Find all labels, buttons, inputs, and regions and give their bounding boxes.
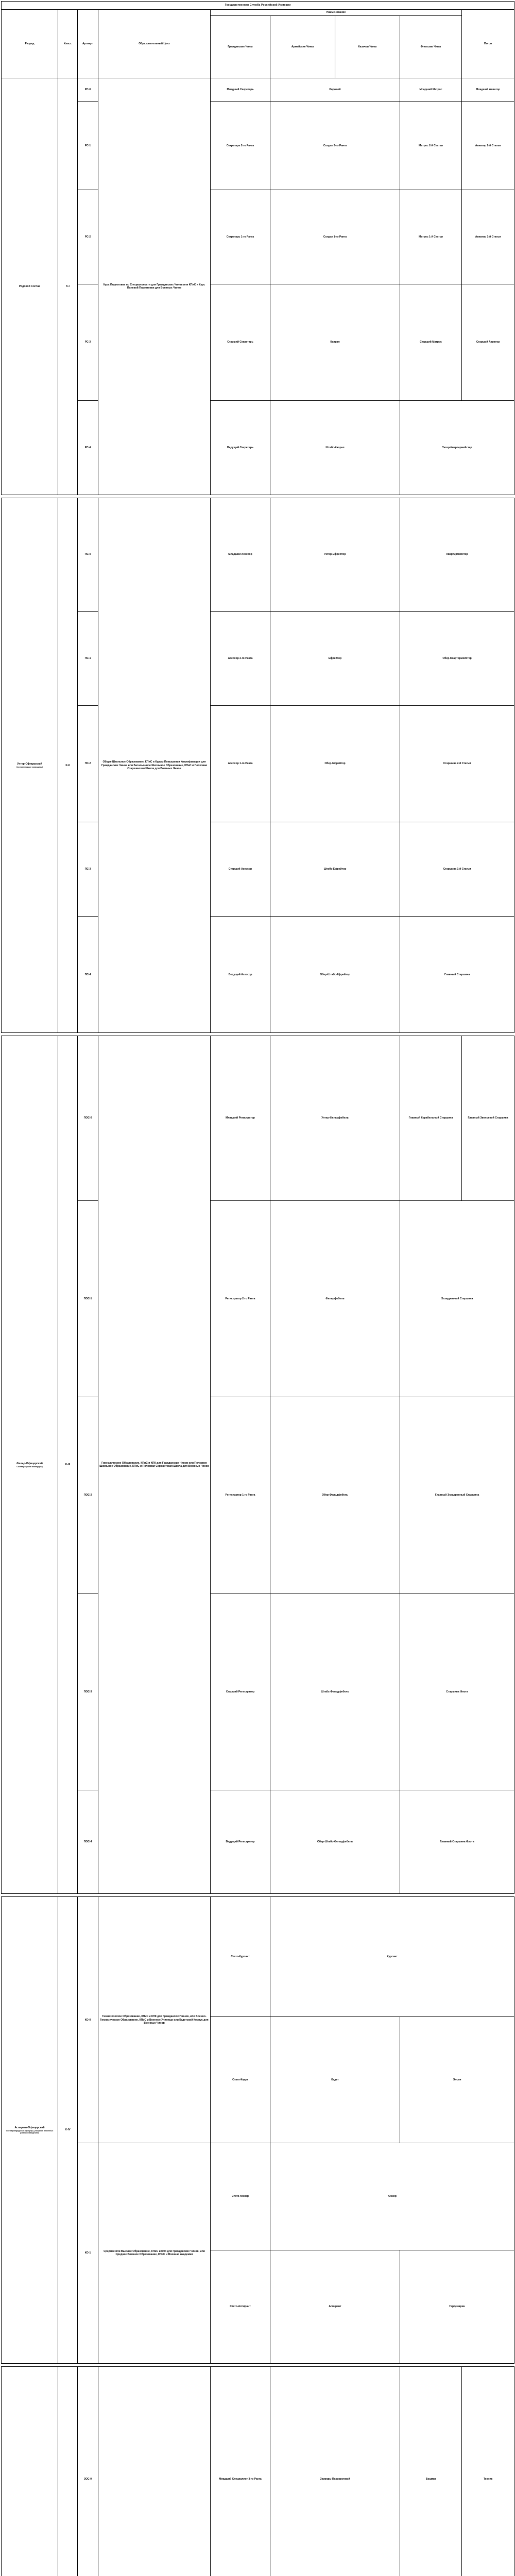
table-body	[2, 78, 514, 2576]
army-rank-cell: Обер-Ефрейтор	[270, 705, 400, 822]
education-cell: Гимназическое Образование, КПиС и КПК для Гражданских Чинов или Полковое Школьное Образование, КПиС и Полковая Сержантская Школа для Военных Чинов	[98, 1036, 211, 1894]
artikul-cell: РС-0	[78, 78, 98, 101]
army-rank-cell: Аспирант	[270, 2250, 400, 2363]
army-rank-cell: Ефрейтор	[270, 611, 400, 705]
razryad-subtitle: Состав(младшие командиры)	[16, 766, 43, 769]
army-rank-cell: Фельдфебель	[270, 1200, 400, 1397]
table-row	[2, 1036, 514, 1200]
civil-rank-cell: Младший Асессор	[211, 498, 270, 611]
razryad-cell	[2, 2366, 58, 2576]
rank-table	[1, 1, 514, 2576]
razryad-title: Рядовой Состав	[19, 284, 41, 288]
artikul-cell: ПС-0	[78, 498, 98, 611]
civil-rank-cell: Регистратор 1-го Ранга	[211, 1397, 270, 1594]
fleet-rank-cell: Главный Старшина Флота	[400, 1790, 514, 1894]
civil-rank-cell: Стато-Курсант	[211, 1897, 270, 2017]
army-rank-cell: Штабс-Ефрейтор	[270, 822, 400, 917]
army-rank-cell: Курсант	[270, 1897, 514, 2017]
army-rank-cell: Капрал	[270, 284, 400, 400]
air-rank-cell: Главный Звеньевой Старшина	[462, 1036, 514, 1200]
table-row	[2, 102, 514, 190]
artikul-cell: РС-4	[78, 400, 98, 495]
table-row	[2, 705, 514, 822]
table-row	[2, 400, 514, 495]
artikul-cell: ПС-2	[78, 705, 98, 822]
header-civil-ranks: Гражданские Чины	[211, 16, 270, 78]
razryad-subtitle: Состав(старшие командиры)	[16, 1465, 43, 1468]
civil-rank-cell: Старший Секретарь	[211, 284, 270, 400]
education-cell: Общее Школьное Образование, КПиС и Курсы Повышения Квалификации для Гражданских Чинов или Батальонное Школьное Образование, КПиС и Полковая Старшинская Школа для Военных Чинов	[98, 498, 211, 1033]
fleet-rank-cell: Энсин	[400, 2016, 514, 2143]
civil-rank-cell: Асессор 2-го Ранга	[211, 611, 270, 705]
table-row	[2, 611, 514, 705]
civil-rank-cell: Секретарь 2-го Ранга	[211, 102, 270, 190]
header-army-ranks: Армейские Чины	[270, 16, 335, 78]
civil-rank-cell: Секретарь 1-го Ранга	[211, 190, 270, 284]
table-row	[2, 498, 514, 611]
artikul-cell: КО-1	[78, 2143, 98, 2363]
razryad-cell	[2, 1897, 58, 2363]
fleet-rank-cell: Обер-Квартирмейстер	[400, 611, 514, 705]
education-cell: Курс Подготовки по Специальности для Гражданских Чинов или КПиС и Курс Полевой Подготовки для Военных Чинов	[98, 78, 211, 495]
air-rank-cell: Техник	[462, 2366, 514, 2576]
army-rank-cell: Солдат 1-го Ранга	[270, 190, 400, 284]
razryad-cell	[2, 498, 58, 1033]
air-rank-cell: Авиатор 1-й Статьи	[462, 190, 514, 284]
table-row	[2, 2366, 514, 2576]
artikul-cell: ПС-1	[78, 611, 98, 705]
fleet-rank-cell: Главный Корабельный Старшина	[400, 1036, 462, 1200]
razryad-subtitle: Состав(кандидаты в офицеры, учащиеся в военных учебных заведениях)	[6, 2129, 54, 2134]
table-row	[2, 2143, 514, 2250]
razryad-title: Аспирант-Офицерский	[14, 2126, 45, 2129]
air-rank-cell: Авиатор 2-й Статьи	[462, 102, 514, 190]
civil-rank-cell: Стато-Аспирант	[211, 2250, 270, 2363]
header-fleet-ranks: Флотские Чины	[400, 16, 462, 78]
table-row	[2, 284, 514, 400]
header-education: Образовательный Ценз	[98, 10, 211, 78]
table-row	[2, 822, 514, 917]
artikul-cell: РС-1	[78, 102, 98, 190]
army-rank-cell: Солдат 2-го Ранга	[270, 102, 400, 190]
klass-cell: K-II	[58, 498, 78, 1033]
army-rank-cell: Штабс-Капрал	[270, 400, 400, 495]
fleet-rank-cell: Гардемарин	[400, 2250, 514, 2363]
header-artikul: Артикул	[78, 10, 98, 78]
civil-rank-cell: Регистратор 2-го Ранга	[211, 1200, 270, 1397]
razryad-title: Фельд-Офицерский	[16, 1462, 43, 1465]
artikul-cell: ПОС-3	[78, 1594, 98, 1790]
artikul-cell: ПОС-1	[78, 1200, 98, 1397]
civil-rank-cell: Младший Секретарь	[211, 78, 270, 101]
fleet-rank-cell: Матрос 2-й Статьи	[400, 102, 462, 190]
table-row	[2, 1397, 514, 1594]
civil-rank-cell: Стато-Юнкер	[211, 2143, 270, 2250]
klass-cell: K-IV	[58, 1897, 78, 2363]
fleet-rank-cell: Главный Старшина	[400, 917, 514, 1033]
header-klass: Класс	[58, 10, 78, 78]
army-rank-cell: Юнкер	[270, 2143, 514, 2250]
air-rank-cell: Младший Авиатор	[462, 78, 514, 101]
army-rank-cell: Рядовой	[270, 78, 400, 101]
artikul-cell: ПОС-0	[78, 1036, 98, 1200]
army-rank-cell: Унтер-Ефрейтор	[270, 498, 400, 611]
civil-rank-cell: Младший Специалист 3-го Ранга	[211, 2366, 270, 2576]
rank-table-sheet	[0, 1, 515, 2481]
header-cossack-ranks: Казачьи Чины	[335, 16, 400, 78]
table-row	[2, 917, 514, 1033]
fleet-rank-cell: Унтер-Квартирмейстер	[400, 400, 514, 495]
army-rank-cell: Унтер-Фельдфебель	[270, 1036, 400, 1200]
artikul-cell: РС-3	[78, 284, 98, 400]
air-rank-cell: Старший Авиатор	[462, 284, 514, 400]
table-row	[2, 1200, 514, 1397]
civil-rank-cell: Ведущий Регистратор	[211, 1790, 270, 1894]
artikul-cell: РС-2	[78, 190, 98, 284]
civil-rank-cell: Старший Регистратор	[211, 1594, 270, 1790]
education-cell: Гимназическое Образование, КПиС и КПК для Гражданских Чинов, или Военно-Гимназическое Образование, КПиС и Военное Училище или Кадетский Корпус для Военных Чинов	[98, 1897, 211, 2143]
artikul-cell: ПС-4	[78, 917, 98, 1033]
army-rank-cell: Обер-Фельдфебель	[270, 1397, 400, 1594]
artikul-cell: ЗОС-0	[78, 2366, 98, 2576]
fleet-rank-cell: Квартирмейстер	[400, 498, 514, 611]
klass-cell	[58, 2366, 78, 2576]
education-cell	[98, 2366, 211, 2576]
header-razryad: Разряд	[2, 10, 58, 78]
artikul-cell: КО-0	[78, 1897, 98, 2143]
artikul-cell: ПОС-2	[78, 1397, 98, 1594]
header-pogon: Погон	[462, 10, 514, 78]
table-header	[2, 2, 514, 78]
table-row	[2, 78, 514, 101]
header-naimenovaniya: Наименование	[211, 10, 462, 16]
army-rank-cell: Обер-Штабс-Ефрейтор	[270, 917, 400, 1033]
army-rank-cell: Заурядъ-Подхорунжий	[270, 2366, 400, 2576]
fleet-rank-cell: Старшина 2-й Статьи	[400, 705, 514, 822]
army-rank-cell: Обер-Штабс-Фельдфебель	[270, 1790, 400, 1894]
civil-rank-cell: Асессор 1-го Ранга	[211, 705, 270, 822]
fleet-rank-cell: Главный Эскадренный Старшина	[400, 1397, 514, 1594]
army-rank-cell: Кадет	[270, 2016, 400, 2143]
army-rank-cell: Штабс-Фельдфебель	[270, 1594, 400, 1790]
civil-rank-cell: Стато-Кадет	[211, 2016, 270, 2143]
razryad-cell	[2, 78, 58, 495]
civil-rank-cell: Старший Асессор	[211, 822, 270, 917]
fleet-rank-cell: Матрос 1-й Статьи	[400, 190, 462, 284]
table-row	[2, 1897, 514, 2017]
fleet-rank-cell: Старшина Флота	[400, 1594, 514, 1790]
artikul-cell: ПОС-4	[78, 1790, 98, 1894]
artikul-cell: ПС-3	[78, 822, 98, 917]
table-row	[2, 190, 514, 284]
civil-rank-cell: Младший Регистратор	[211, 1036, 270, 1200]
klass-cell: K-III	[58, 1036, 78, 1894]
civil-rank-cell: Ведущий Секретарь	[211, 400, 270, 495]
fleet-rank-cell: Старший Матрос	[400, 284, 462, 400]
table-row	[2, 1594, 514, 1790]
klass-cell: K-I	[58, 78, 78, 495]
table-row	[2, 1790, 514, 1894]
fleet-rank-cell: Эскадренный Старшина	[400, 1200, 514, 1397]
razryad-title: Унтер-Офицерский	[17, 762, 42, 766]
fleet-rank-cell: Младший Матрос	[400, 78, 462, 101]
education-cell: Среднее или Высшее Образование, КПиС и КПК для Гражданских Чинов, или Среднее Военное Образование, КПиС и Военная Академия	[98, 2143, 211, 2363]
civil-rank-cell: Ведущий Асессор	[211, 917, 270, 1033]
razryad-cell	[2, 1036, 58, 1894]
fleet-rank-cell: Боцман	[400, 2366, 462, 2576]
page-title: Государственная Служба Российской Империи	[2, 2, 514, 10]
fleet-rank-cell: Старшина 1-й Статьи	[400, 822, 514, 917]
